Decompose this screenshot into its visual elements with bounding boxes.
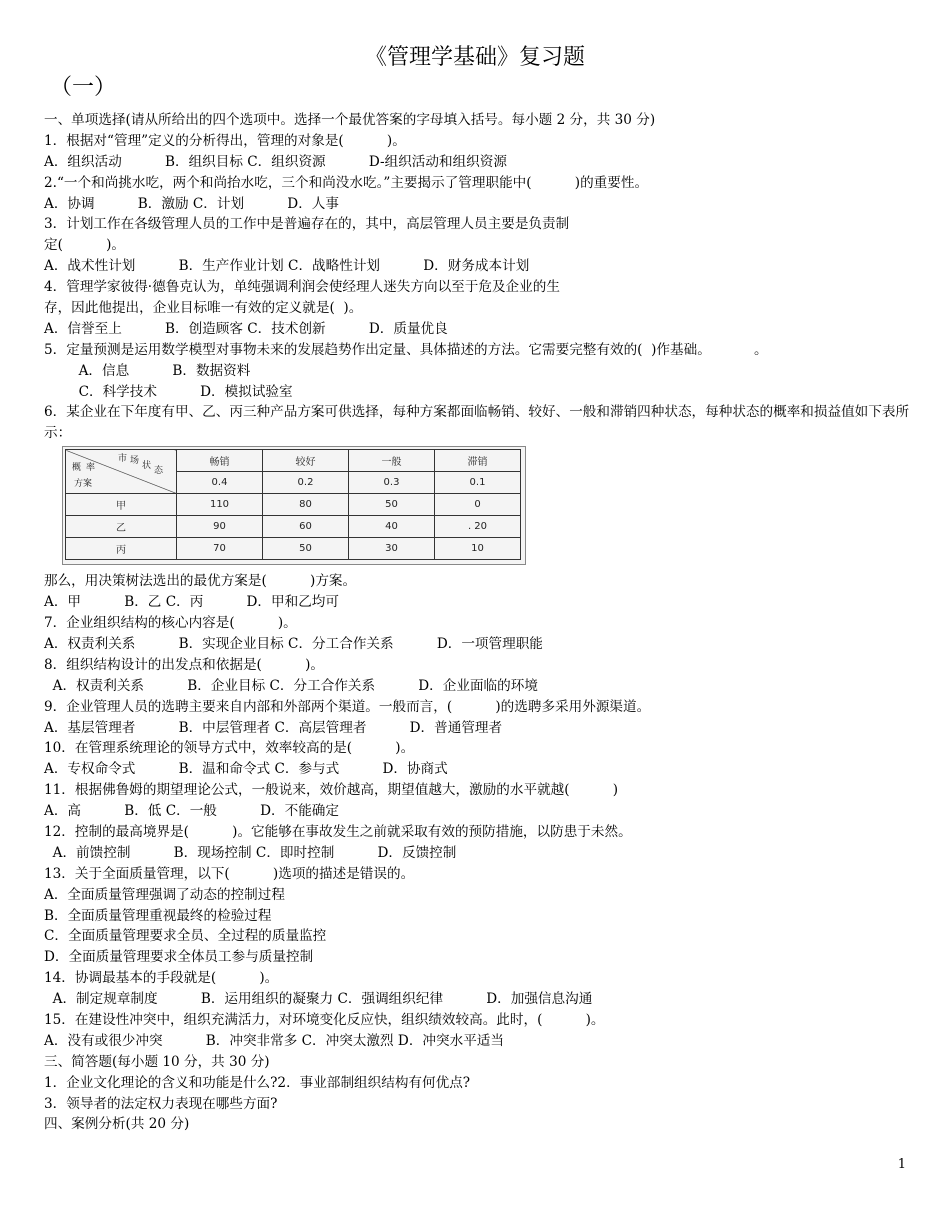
text-line: C．科学技术 D．模拟试验室 xyxy=(44,383,293,400)
probability-cell: 0.4 xyxy=(177,472,263,494)
text-line: A．权责利关系 B．实现企业目标 C．分工合作关系 D．一项管理职能 xyxy=(44,635,543,652)
text-line: 15．在建设性冲突中，组织充满活力，对环境变化反应快，组织绩效较高。此时，( )。 xyxy=(44,1011,605,1028)
text-line: 12．控制的最高境界是( )。它能够在事故发生之前就采取有效的预防措施，以防患于未然。 xyxy=(44,823,632,840)
table-cell: 10 xyxy=(435,538,521,560)
table-row xyxy=(66,516,521,538)
table-cell: 50 xyxy=(263,538,349,560)
corner-label: 概 xyxy=(72,463,82,474)
text-line: 存，因此他提出，企业目标唯一有效的定义就是( )。 xyxy=(44,300,363,317)
table-header-cell: 一般 xyxy=(349,450,435,472)
table-cell: 30 xyxy=(349,538,435,560)
text-line: 8．组织结构设计的出发点和依据是( )。 xyxy=(44,656,324,673)
row-label: 乙 xyxy=(66,516,177,538)
row-label: 丙 xyxy=(66,538,177,560)
document-body xyxy=(44,110,924,1135)
probability-cell: 0.3 xyxy=(349,472,435,494)
table-cell: 40 xyxy=(349,516,435,538)
text-line: 2.“一个和尚挑水吃，两个和尚抬水吃，三个和尚没水吃。”主要揭示了管理职能中( )的重要性。 xyxy=(44,174,649,191)
text-line: 5．定量预测是运用数学模型对事物未来的发展趋势作出定量、具体描述的方法。它需要完整有效的( )作基础。 。 xyxy=(44,341,768,358)
text-line: A．高 B．低 C．一般 D．不能确定 xyxy=(44,803,339,820)
table-header-cell: 较好 xyxy=(263,450,349,472)
text-line: C．全面质量管理要求全员、全过程的质量监控 xyxy=(44,928,327,945)
probability-cell: 0.2 xyxy=(263,472,349,494)
page-number: 1 xyxy=(897,1157,906,1172)
text-line: 那么，用决策树法选出的最优方案是( )方案。 xyxy=(44,573,357,590)
probability-cell: 0.1 xyxy=(435,472,521,494)
corner-label: 场 xyxy=(130,456,140,467)
text-line: 4．管理学家彼得·德鲁克认为，单纯强调利润会使经理人迷失方向以至于危及企业的生 xyxy=(44,279,560,296)
text-line: A．协调 B．激励 C．计划 D．人事 xyxy=(44,195,339,212)
row-label: 甲 xyxy=(66,494,177,516)
text-line: A．权责利关系 B．企业目标 C．分工合作关系 D．企业面临的环境 xyxy=(44,677,538,694)
text-line: 6．某企业在下年度有甲、乙、丙三种产品方案可供选择，每种方案都面临畅销、较好、一般和滞销四种状态，每种状态的概率和损益值如下表所示： xyxy=(44,404,910,442)
text-line: A．基层管理者 B．中层管理者 C．高层管理者 D．普通管理者 xyxy=(44,719,503,736)
table-cell: 60 xyxy=(263,516,349,538)
text-line: 7．企业组织结构的核心内容是( )。 xyxy=(44,615,297,632)
text-line: A．信誉至上 B．创造顾客 C．技术创新 D．质量优良 xyxy=(44,320,448,337)
text-line: 3．计划工作在各级管理人员的工作中是普遍存在的，其中，高层管理人员主要是负责制 xyxy=(44,216,570,233)
corner-label: 方案 xyxy=(74,479,93,490)
payoff-table xyxy=(65,449,521,560)
table-header-cell: 畅销 xyxy=(177,450,263,472)
text-line: A．信息 B．数据资料 xyxy=(44,362,251,379)
payoff-table-image xyxy=(62,446,526,565)
table-corner-cell xyxy=(66,450,177,494)
text-line: 3．领导者的法定权力表现在哪些方面? xyxy=(44,1095,278,1112)
text-line: A．组织活动 B．组织目标 C．组织资源 D-组织活动和组织资源 xyxy=(44,153,507,170)
table-cell: 50 xyxy=(349,494,435,516)
document-title: 《管理学基础》复习题 xyxy=(364,45,585,70)
text-line: A．前馈控制 B．现场控制 C．即时控制 D．反馈控制 xyxy=(44,844,457,861)
text-line: A．制定规章制度 B．运用组织的凝聚力 C．强调组织纪律 D．加强信息沟通 xyxy=(44,991,593,1008)
table-cell: 110 xyxy=(177,494,263,516)
text-line: D．全面质量管理要求全体员工参与质量控制 xyxy=(44,949,314,966)
text-line: 1．企业文化理论的含义和功能是什么?2．事业部制组织结构有何优点? xyxy=(44,1074,471,1091)
table-cell: . 20 xyxy=(435,516,521,538)
text-line: A．甲 B．乙 C．丙 D．甲和乙均可 xyxy=(44,594,339,611)
corner-label: 市 xyxy=(118,454,128,465)
table-header-cell: 滞销 xyxy=(435,450,521,472)
corner-label: 状 xyxy=(142,461,152,472)
table-cell: 70 xyxy=(177,538,263,560)
section-heading: 三、简答题(每小题 10 分，共 30 分) xyxy=(44,1053,270,1070)
section-heading: 四、案例分析(共 20 分) xyxy=(44,1116,190,1133)
text-line: 11．根据佛鲁姆的期望理论公式，一般说来，效价越高，期望值越大，激励的水平就越( ) xyxy=(44,782,619,799)
text-line: 13．关于全面质量管理，以下( )选项的描述是错误的。 xyxy=(44,865,415,882)
text-line: 一、单项选择(请从所给出的四个选项中。选择一个最优答案的字母填入括号。每小题 2 分，共 30 分) xyxy=(44,112,656,128)
text-line: A．没有或很少冲突 B．冲突非常多 C．冲突太激烈 D．冲突水平适当 xyxy=(44,1032,504,1049)
text-line: A．专权命令式 B．温和命令式 C．参与式 D．协商式 xyxy=(44,761,448,778)
table-cell: 90 xyxy=(177,516,263,538)
text-line: A．战术性计划 B．生产作业计划 C．战略性计划 D．财务成本计划 xyxy=(44,258,530,275)
table-row xyxy=(66,494,521,516)
text-line: 10．在管理系统理论的领导方式中，效率较高的是( )。 xyxy=(44,740,415,757)
table-cell: 0 xyxy=(435,494,521,516)
corner-label: 率 xyxy=(86,463,96,474)
corner-label: 态 xyxy=(154,466,164,477)
text-line: B．全面质量管理重视最终的检验过程 xyxy=(44,907,272,924)
table-row xyxy=(66,538,521,560)
text-line: A．全面质量管理强调了动态的控制过程 xyxy=(44,886,285,903)
text-line: 1．根据对“管理”定义的分析得出，管理的对象是( )。 xyxy=(44,132,406,149)
text-line: 14．协调最基本的手段就是( )。 xyxy=(44,970,279,987)
text-line: 定( )。 xyxy=(44,237,126,254)
table-cell: 80 xyxy=(263,494,349,516)
section-subtitle: （一） xyxy=(50,75,117,100)
text-line: 9．企业管理人员的选聘主要来自内部和外部两个渠道。一般而言，( )的选聘多采用外源渠道。 xyxy=(44,698,651,715)
